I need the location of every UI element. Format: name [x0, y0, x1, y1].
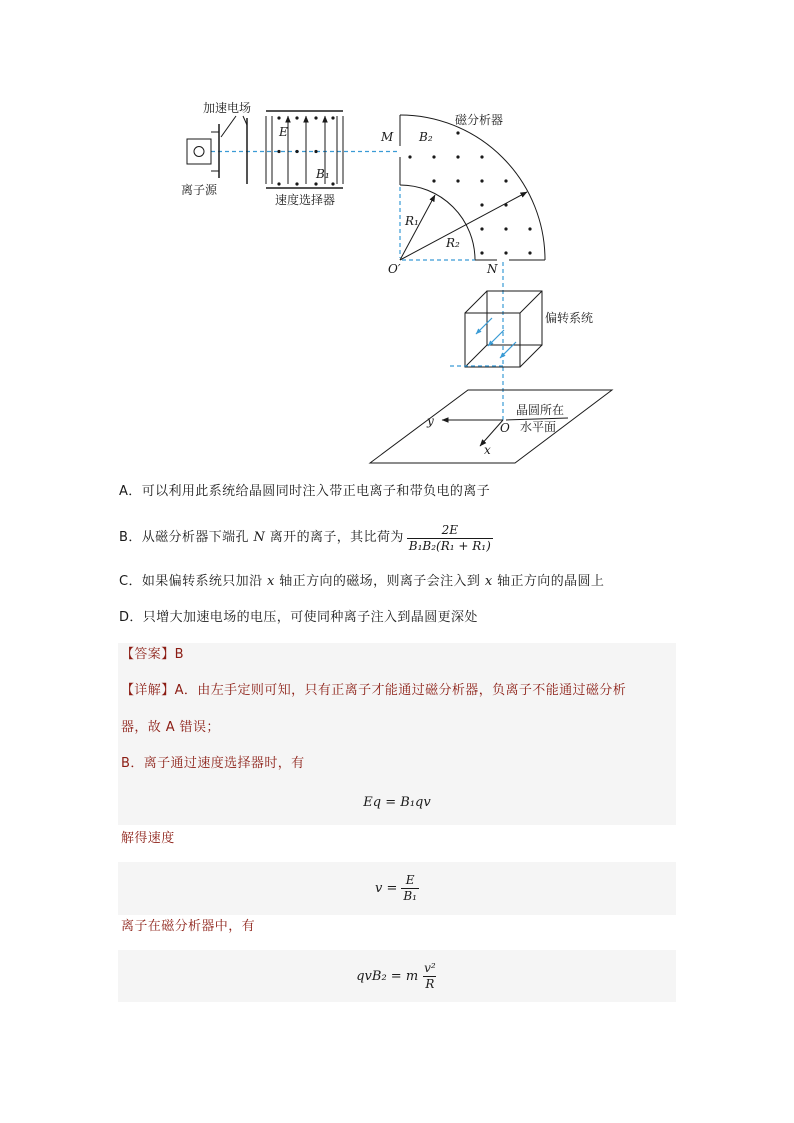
option-b-text-prefix: B．从磁分析器下端孔: [119, 530, 254, 545]
cube-edge: [465, 345, 487, 367]
wafer-plane-label-line1: 晶圆所在: [516, 403, 565, 417]
wafer-plane-parallelogram: [370, 390, 612, 463]
accelerating-field: [219, 116, 247, 184]
equation-force-balance: [118, 790, 676, 814]
ion-implantation-diagram: [0, 0, 794, 480]
analyzer-magnetic-field-label: B₂: [419, 130, 433, 144]
magnetic-field-dot: [277, 116, 280, 119]
option-b-hole-symbol: N: [253, 530, 266, 545]
magnetic-field-dot: [295, 116, 298, 119]
accelerating-label-leader: [221, 116, 236, 137]
magnetic-analyzer-label: 磁分析器: [455, 113, 504, 127]
ion-source-label: 离子源: [181, 183, 218, 197]
analyzer-field-dot: [528, 251, 531, 254]
option-b-text-suffix: 离开的离子，其比荷为: [265, 530, 404, 545]
radius-r2-arrow: [400, 192, 527, 260]
equation-lhs: v =: [374, 881, 398, 896]
magnetic-field-dot: [295, 182, 298, 185]
analyzer-field-dot: [504, 227, 507, 230]
fraction-numerator: 2E: [441, 522, 458, 537]
deflection-field-arrow: [488, 330, 504, 346]
in-analyzer-line: 离子在磁分析器中，有: [121, 919, 256, 934]
deflection-system-label: 偏转系统: [545, 311, 594, 325]
detail-line-1: 【详解】A．由左手定则可知，只有正离子才能通过磁分析器，负离子不能通过磁分析: [121, 683, 627, 698]
velocity-selector: [266, 111, 343, 188]
fraction-numerator: v²: [424, 960, 436, 975]
ion-source-box: [187, 139, 211, 164]
option-c-text-part3: 轴正方向的晶圆上: [492, 574, 605, 589]
detail-part-b: B．离子通过速度选择器时，有: [121, 756, 305, 771]
analyzer-field-dots: [408, 131, 531, 254]
equation-lorentz-centripetal: [118, 950, 676, 1002]
cube-edge: [520, 291, 542, 313]
option-a-text: A．可以利用此系统给晶圆同时注入带正电离子和带负电的离子: [119, 484, 491, 499]
answer-line: 【答案】B: [121, 647, 184, 662]
radius-r2-label: R₂: [446, 236, 460, 250]
analyzer-field-dot: [528, 227, 531, 230]
fraction-denominator: B₁: [403, 889, 417, 903]
option-d-text: D．只增大加速电场的电压，可使同种离子注入到晶圆更深处: [119, 610, 478, 625]
analyzer-field-dot: [480, 203, 483, 206]
magnetic-field-dot: [331, 182, 334, 185]
analyzer-field-dot: [456, 131, 459, 134]
analyzer-field-dot: [456, 155, 459, 158]
analyzer-field-dot: [504, 179, 507, 182]
equation-fraction: [422, 961, 438, 992]
equation-lhs: qvB₂ = m: [356, 968, 419, 984]
velocity-selector-label: 速度选择器: [275, 193, 336, 207]
magnetic-field-dot: [277, 182, 280, 185]
option-c-text-part2: 轴正方向的磁场，则离子会注入到: [274, 574, 485, 589]
magnetic-field-dot: [277, 150, 280, 153]
equation-fraction: [401, 873, 419, 904]
solve-velocity-line: 解得速度: [121, 831, 175, 846]
center-o-prime-label: O′: [388, 262, 401, 276]
fraction-numerator: E: [405, 873, 415, 887]
entry-hole-label: M: [381, 130, 394, 144]
analyzer-field-dot: [480, 227, 483, 230]
analyzer-field-dot: [408, 155, 411, 158]
y-axis-label: y: [427, 414, 434, 428]
origin-label: O: [500, 421, 510, 435]
wafer-plane: [370, 390, 612, 463]
cube-edge: [520, 345, 542, 367]
analyzer-field-dot: [432, 155, 435, 158]
analyzer-field-dot: [480, 179, 483, 182]
magnetic-field-dot: [314, 150, 317, 153]
option-c-axis-symbol: x: [267, 574, 275, 589]
wafer-plane-label-line2: 水平面: [520, 420, 557, 434]
analyzer-field-dot: [480, 155, 483, 158]
option-b: [119, 521, 493, 555]
cube-edge: [465, 291, 487, 313]
option-d: [119, 609, 478, 627]
analyzer-field-dot: [504, 251, 507, 254]
radius-r1-label: R₁: [405, 214, 419, 228]
deflection-system: [450, 291, 542, 367]
analyzer-field-dot: [480, 251, 483, 254]
equation-velocity: [118, 862, 676, 915]
detail-line-2: 器，故 A 错误；: [121, 720, 220, 735]
option-c-text-part1: C．如果偏转系统只加沿: [119, 574, 268, 589]
option-c-axis-symbol: x: [484, 574, 493, 589]
analyzer-field-dot: [456, 179, 459, 182]
option-c: [119, 573, 604, 591]
magnetic-field-dot: [331, 116, 334, 119]
magnetic-field-dot: [314, 182, 317, 185]
magnetic-field-dot: [295, 150, 298, 153]
equation-text: Eq = B₁qv: [363, 794, 431, 810]
electric-field-label: E: [279, 125, 288, 139]
fraction-denominator: B₁B₂(R₁ + R₁): [408, 538, 491, 553]
magnetic-field-dot: [314, 116, 317, 119]
option-a: [119, 483, 490, 501]
exit-hole-label: N: [487, 262, 498, 276]
option-b-charge-mass-ratio: [407, 523, 493, 554]
fraction-denominator: R: [425, 976, 435, 991]
x-axis-label: x: [484, 443, 491, 457]
deflection-field-arrow: [476, 318, 492, 334]
selector-magnetic-field-label: B₁: [316, 167, 330, 181]
accelerating-field-label: 加速电场: [203, 101, 252, 115]
analyzer-field-dot: [432, 179, 435, 182]
